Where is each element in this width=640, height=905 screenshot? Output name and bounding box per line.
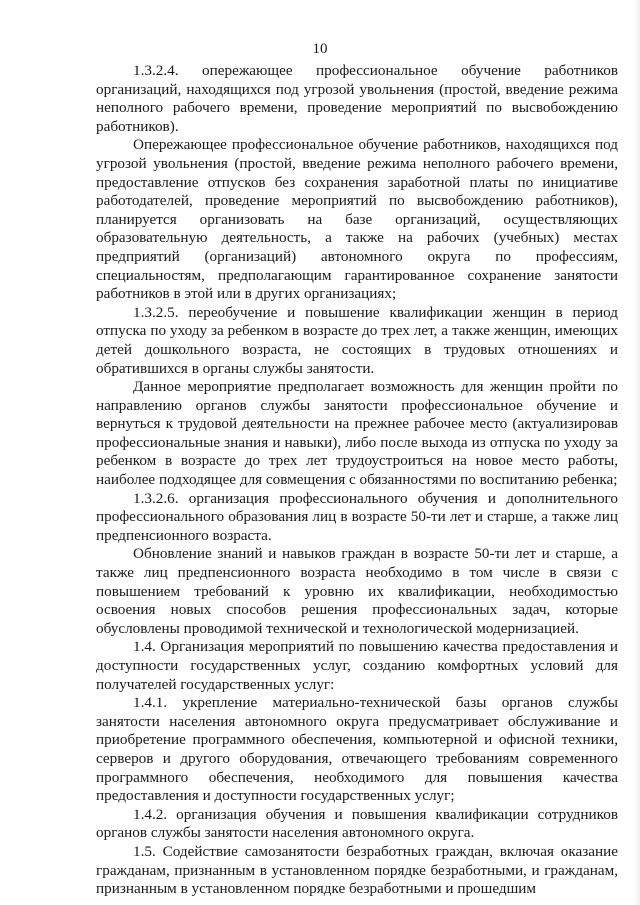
page-edge-shadow [634,0,640,905]
document-body [96,62,618,899]
paragraph-1-4: 1.4. Организация мероприятий по повышению качества предоставления и доступности государственных услуг, созданию комфортных условий для получателей государственных услуг: [96,638,618,693]
paragraph-advance-training-description: Опережающее профессиональное обучение работников, находящихся под угрозой увольнения (простой, введение режима неполного рабочего времени, предоставление отпусков без сохранения заработной платы по инициативе работодателей, проведение мероприятий по высвобождению работников), планируется организовать на базе организаций, осуществляющих образовательную деятельность, а также на рабочих (учебных) местах предприятий (организаций) автономного округа по профессиям, специальностям, предполагающим гарантированное сохранение занятости работников в этой или в других организациях; [96,136,618,303]
paragraph-1-4-1: 1.4.1. укрепление материально-технической базы органов службы занятости населения автономного округа предусматривает обслуживание и приобретение программного обеспечения, компьютерной и офисной техники, серверов и другого оборудования, отвечающего требованиям современного программного обеспечения, необходимого для повышения качества предоставления и доступности государственных услуг; [96,694,618,805]
paragraph-older-citizens-description: Обновление знаний и навыков граждан в возрасте 50-ти лет и старше, а также лиц предпенсионного возраста необходимо в том числе в связи с повышением требований к уровню их квалификации, необходимостью освоения новых способов решения профессиональных задач, которые обусловлены проводимой технической и технологической модернизацией. [96,545,618,637]
paragraph-1-3-2-4: 1.3.2.4. опережающее профессиональное обучение работников организаций, находящихся под угрозой увольнения (простой, введение режима неполного рабочего времени, проведение мероприятий по высвобождению работников). [96,62,618,135]
page-number: 10 [312,41,328,57]
paragraph-1-5: 1.5. Содействие самозанятости безработных граждан, включая оказание гражданам, признанным в установленном порядке безработными, и гражданам, признанным в установленном порядке безработными и прошедшим [96,842,618,898]
paragraph-women-training-description: Данное мероприятие предполагает возможность для женщин пройти по направлению органов службы занятости профессиональное обучение и вернуться к трудовой деятельности на прежнее рабочее место (актуализировав профессиональные знания и навыки), либо после выхода из отпуска по уходу за ребенком в возрасте до трех лет трудоустроиться на новое место работы, наиболее подходящее для совмещения с обязанностями по воспитанию ребенка; [96,378,618,489]
paragraph-1-3-2-6: 1.3.2.6. организация профессионального обучения и дополнительного профессионального образования лиц в возрасте 50-ти лет и старше, а также лиц предпенсионного возраста. [96,489,618,544]
paragraph-1-3-2-5: 1.3.2.5. переобучение и повышение квалификации женщин в период отпуска по уходу за ребенком в возрасте до трех лет, а также женщин, имеющих детей дошкольного возраста, не состоящих в трудовых отношениях и обратившихся в органы службы занятости. [96,303,618,377]
paragraph-1-4-2: 1.4.2. организация обучения и повышения квалификации сотрудников органов службы занятости населения автономного округа. [96,805,618,842]
